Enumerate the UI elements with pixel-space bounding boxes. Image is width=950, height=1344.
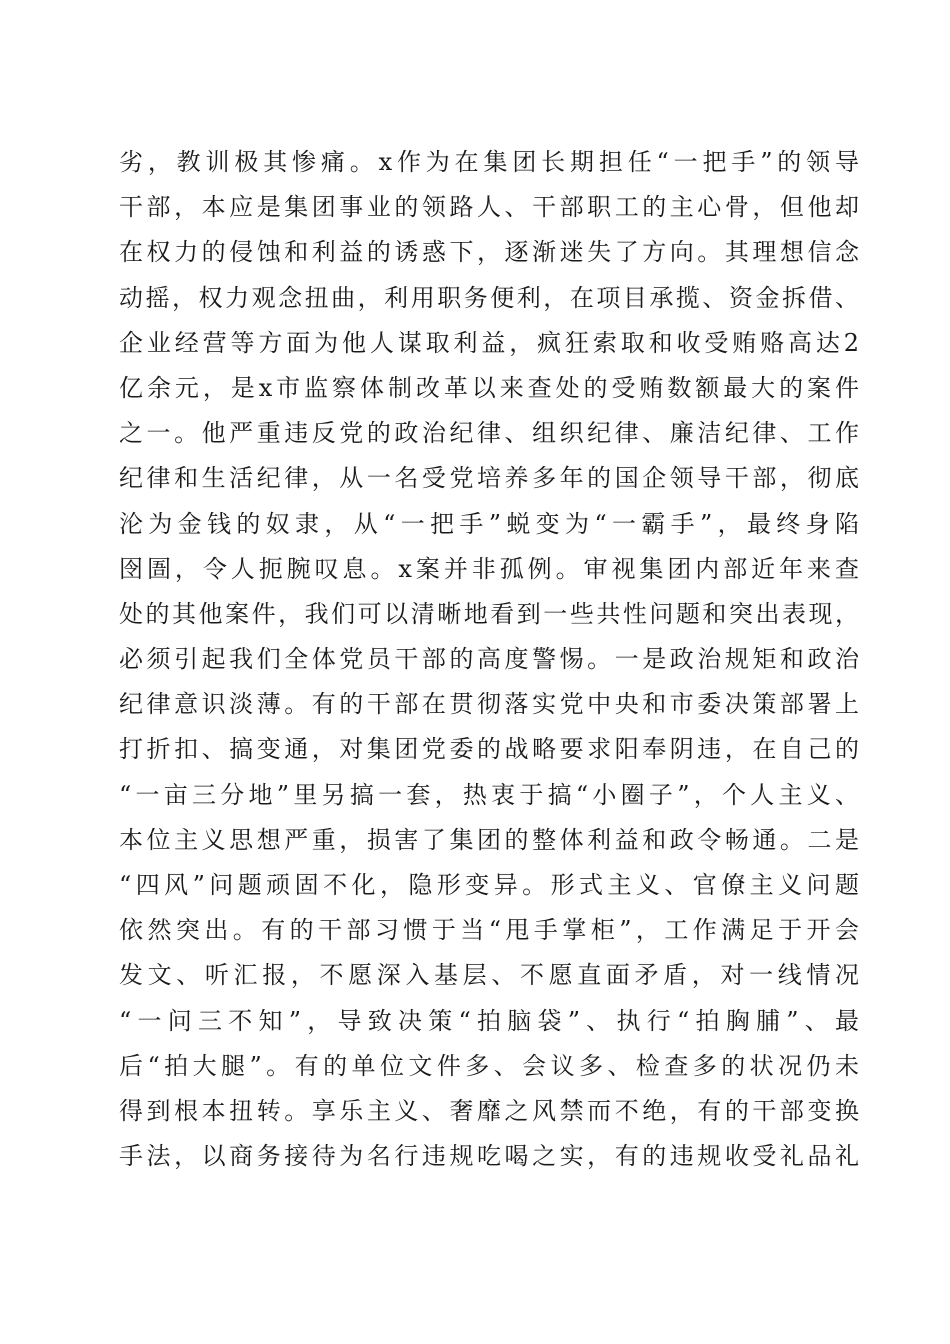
- text-line: 亿余元，是x市监察体制改革以来查处的受贿数额最大的案件: [119, 373, 859, 402]
- text-line: 本位主义思想严重，损害了集团的整体利益和政令畅通。二是: [119, 825, 859, 854]
- text-line: 动摇，权力观念扭曲，利用职务便利，在项目承揽、资金拆借、: [119, 283, 859, 312]
- text-line: 发文、听汇报，不愿深入基层、不愿直面矛盾，对一线情况: [119, 961, 859, 990]
- text-line: 企业经营等方面为他人谋取利益，疯狂索取和收受贿赂高达2: [119, 328, 859, 357]
- text-line: 纪律和生活纪律，从一名受党培养多年的国企领导干部，彻底: [119, 464, 859, 493]
- text-line: 依然突出。有的干部习惯于当“甩手掌柜”，工作满足于开会: [119, 916, 859, 945]
- text-line: 沦为金钱的奴隶，从“一把手”蜕变为“一霸手”，最终身陷: [119, 509, 859, 538]
- text-line: 干部，本应是集团事业的领路人、干部职工的主心骨，但他却: [119, 193, 859, 222]
- text-line: 纪律意识淡薄。有的干部在贯彻落实党中央和市委决策部署上: [119, 690, 859, 719]
- text-line: 之一。他严重违反党的政治纪律、组织纪律、廉洁纪律、工作: [119, 419, 859, 448]
- text-line: 劣，教训极其惨痛。x作为在集团长期担任“一把手”的领导: [119, 148, 859, 176]
- text-line: 必须引起我们全体党员干部的高度警惕。一是政治规矩和政治: [119, 645, 859, 674]
- text-line: “一亩三分地”里另搞一套，热衷于搞“小圈子”，个人主义、: [119, 780, 859, 809]
- text-line: “一问三不知”，导致决策“拍脑袋”、执行“拍胸脯”、最: [119, 1006, 859, 1035]
- text-line: 后“拍大腿”。有的单位文件多、会议多、检查多的状况仍未: [119, 1051, 859, 1080]
- text-line: 打折扣、搞变通，对集团党委的战略要求阳奉阴违，在自己的: [119, 735, 859, 764]
- text-line: 囹圄，令人扼腕叹息。x案并非孤例。审视集团内部近年来查: [119, 554, 859, 583]
- text-line: 处的其他案件，我们可以清晰地看到一些共性问题和突出表现，: [119, 599, 859, 628]
- text-line: “四风”问题顽固不化，隐形变异。形式主义、官僚主义问题: [119, 871, 859, 899]
- body-text: [119, 140, 859, 1179]
- text-line: 在权力的侵蚀和利益的诱惑下，逐渐迷失了方向。其理想信念: [119, 238, 859, 267]
- text-line: 得到根本扭转。享乐主义、奢靡之风禁而不绝，有的干部变换: [119, 1096, 859, 1125]
- text-line: 手法，以商务接待为名行违规吃喝之实，有的违规收受礼品礼: [119, 1142, 859, 1171]
